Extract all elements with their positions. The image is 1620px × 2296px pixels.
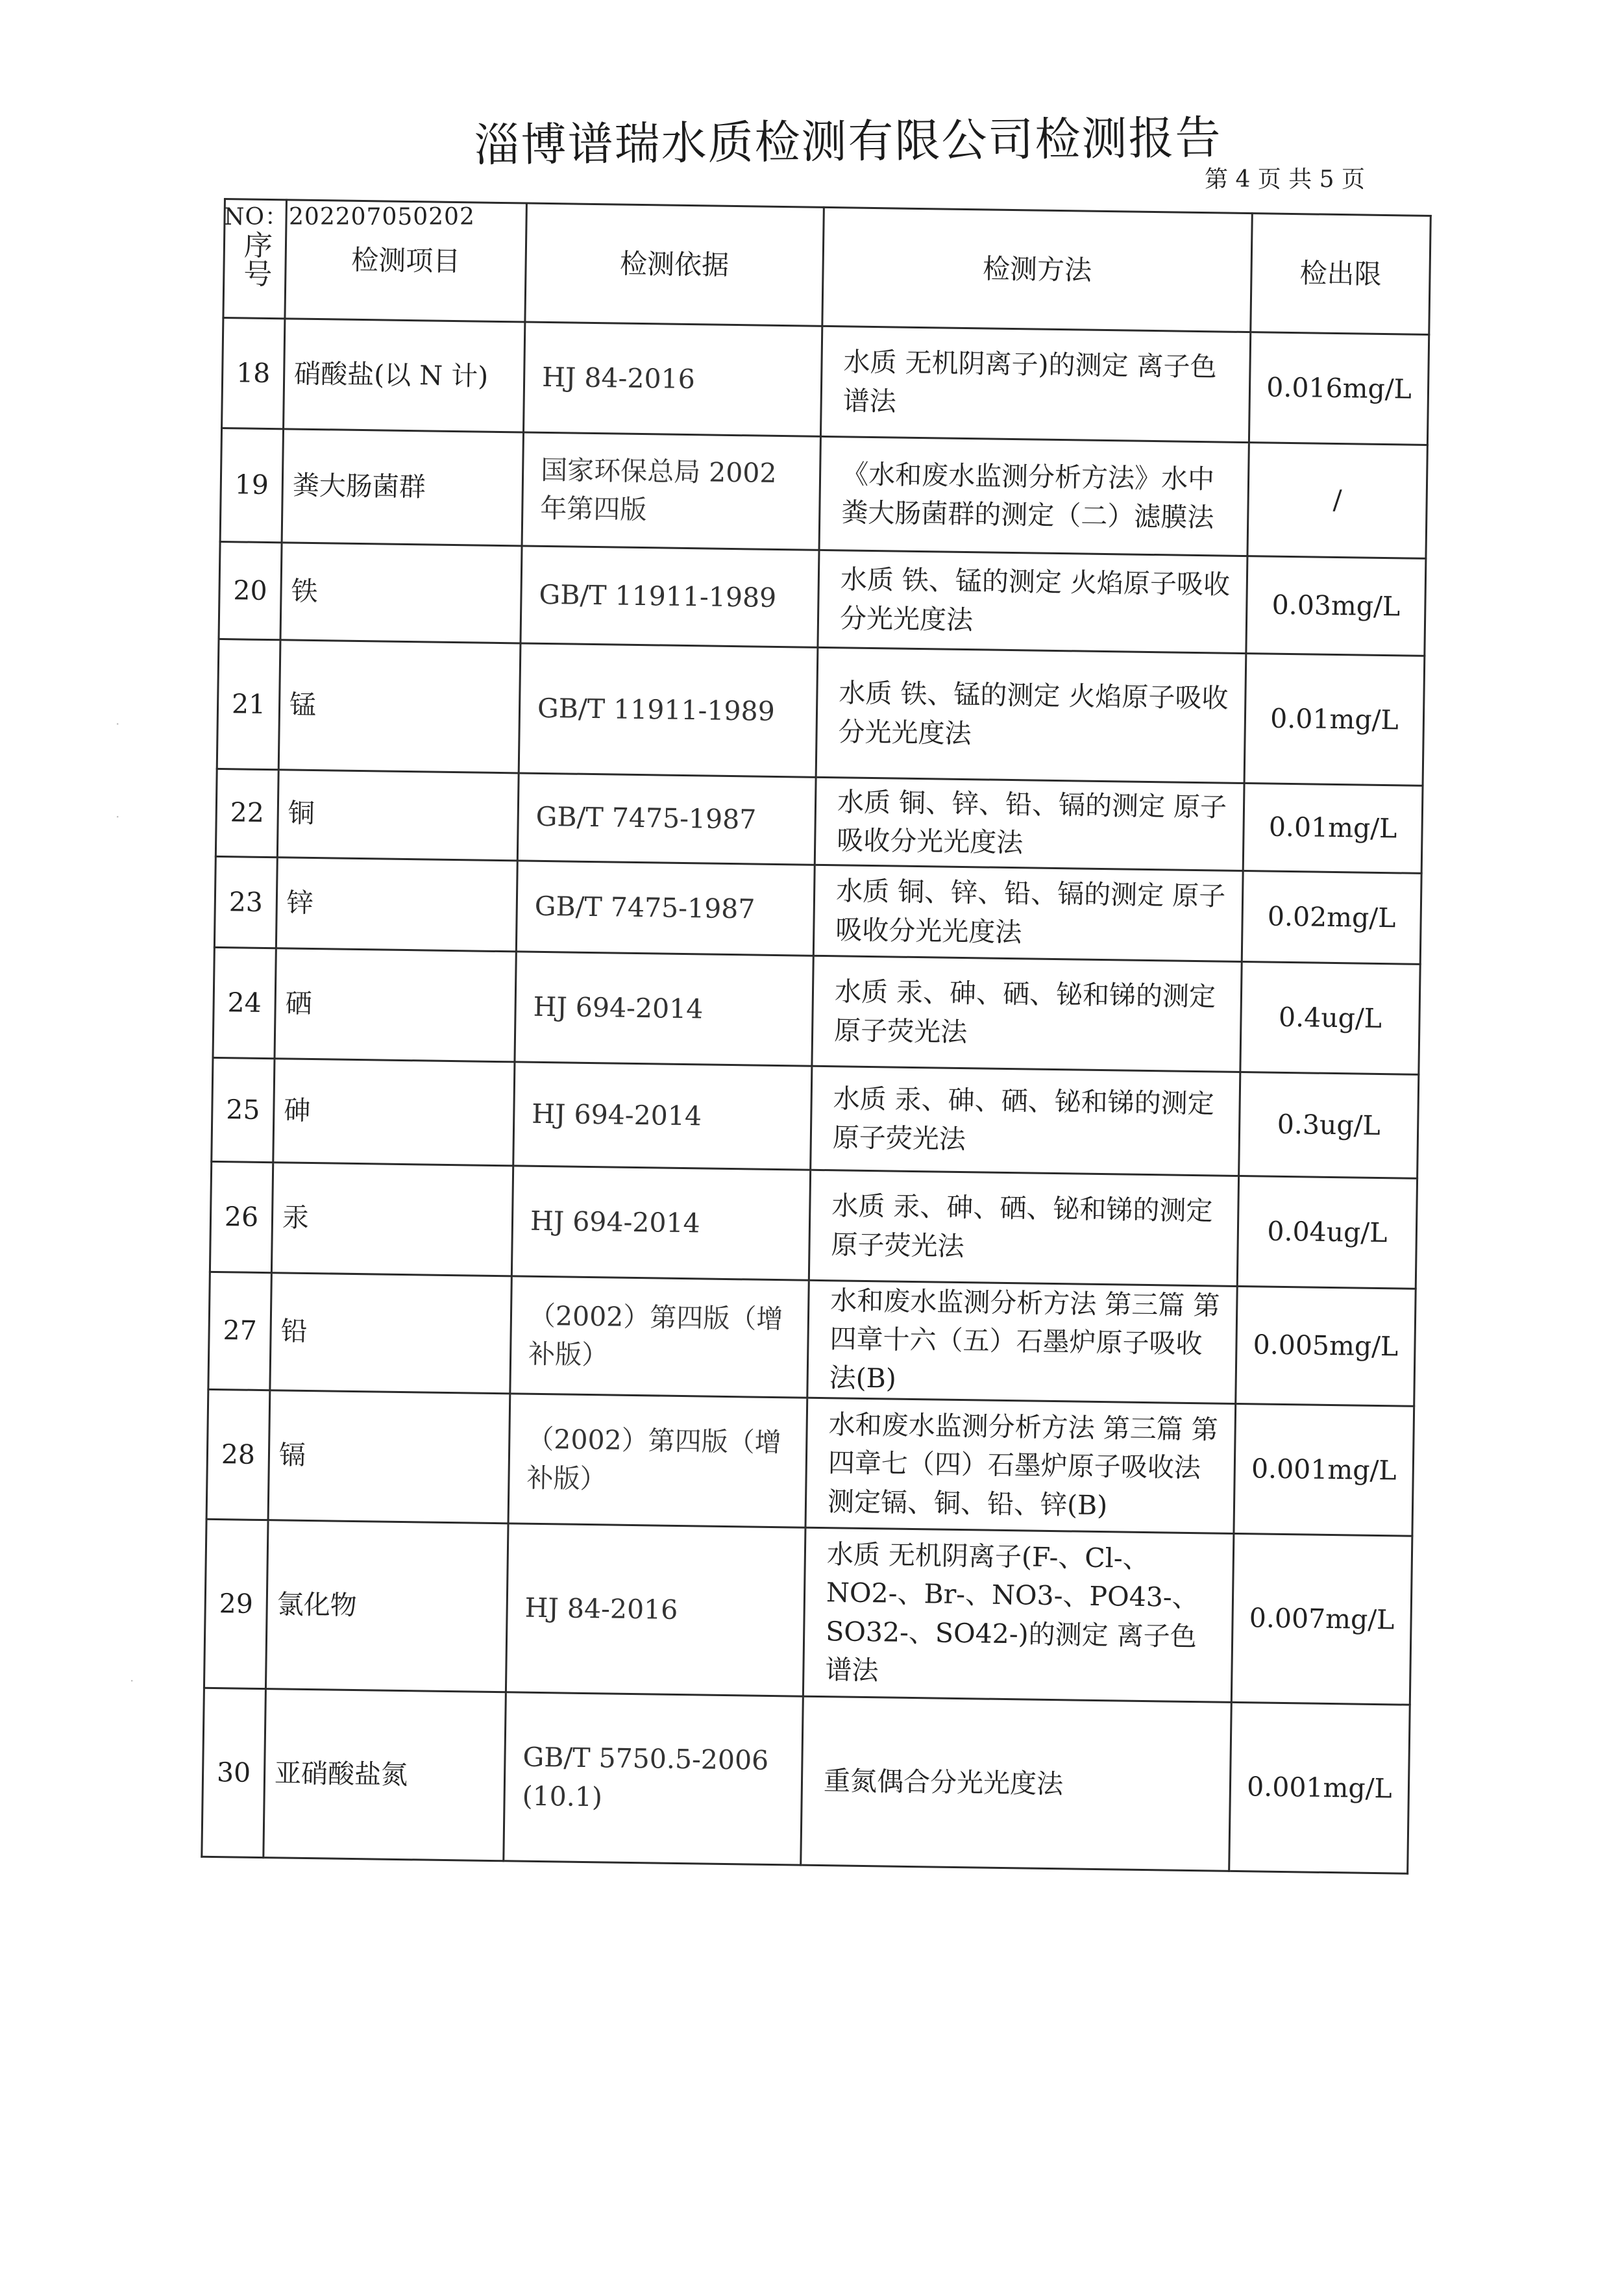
cell-seq: 27 (208, 1272, 272, 1390)
cell-method: 水质 无机阴离子(F-、Cl-、NO2-、Br-、NO3-、PO43-、SO32-、SO42-)的测定 离子色谱法 (803, 1528, 1234, 1703)
cell-limit: 0.01mg/L (1244, 654, 1425, 786)
cell-item: 锰 (278, 640, 521, 773)
cell-basis: GB/T 5750.5-2006 (10.1) (504, 1692, 804, 1865)
table-row (202, 1688, 1410, 1874)
table-row (220, 428, 1427, 558)
scan-speck: · (130, 1673, 134, 1688)
header-limit: 检出限 (1251, 214, 1431, 335)
header-basis: 检测依据 (525, 203, 824, 326)
cell-seq: 29 (204, 1520, 268, 1689)
table-row (213, 947, 1420, 1074)
cell-basis: （2002）第四版（增补版） (508, 1394, 807, 1527)
cell-item: 锌 (276, 858, 517, 952)
cell-basis: （2002）第四版（增补版） (510, 1276, 809, 1398)
cell-item: 铅 (270, 1273, 511, 1394)
cell-item: 粪大肠菌群 (282, 429, 523, 546)
table-row (219, 541, 1426, 656)
cell-item: 汞 (271, 1163, 513, 1276)
cell-seq: 18 (222, 318, 285, 429)
scan-speck: · (116, 716, 120, 732)
cell-item: 镉 (268, 1390, 510, 1524)
cell-method: 重氮偶合分光光度法 (801, 1696, 1232, 1871)
cell-item: 硒 (275, 948, 516, 1062)
cell-limit: 0.3ug/L (1239, 1072, 1419, 1178)
cell-basis: GB/T 11911-1989 (521, 546, 819, 647)
table-row (208, 1272, 1416, 1406)
cell-limit: 0.005mg/L (1236, 1286, 1416, 1406)
cell-item: 铁 (280, 543, 522, 643)
cell-limit: 0.04ug/L (1237, 1176, 1417, 1289)
cell-basis: GB/T 7475-1987 (517, 773, 816, 865)
table-row (215, 769, 1423, 873)
results-table-wrapper (201, 198, 1430, 1875)
cell-basis: HJ 84-2016 (506, 1524, 805, 1696)
report-number: NO：202207050202 (224, 204, 475, 230)
table-row (212, 1057, 1419, 1178)
cell-method: 水和废水监测分析方法 第三篇 第四章十六（五）石墨炉原子吸收法(B) (807, 1280, 1237, 1404)
cell-basis: HJ 84-2016 (524, 322, 822, 436)
cell-limit: 0.01mg/L (1243, 784, 1423, 874)
cell-seq: 21 (217, 639, 280, 769)
cell-limit: 0.4ug/L (1240, 962, 1420, 1075)
cell-seq: 24 (213, 947, 276, 1058)
table-row (214, 856, 1421, 964)
cell-method: 《水和废水监测分析方法》水中粪大肠菌群的测定（二）滤膜法 (819, 436, 1249, 556)
cell-method: 水质 汞、砷、硒、铋和锑的测定 原子荧光法 (809, 1170, 1238, 1286)
cell-method: 水质 铁、锰的测定 火焰原子吸收分光光度法 (816, 647, 1246, 783)
cell-item: 氯化物 (265, 1520, 508, 1692)
table-row (206, 1390, 1414, 1537)
header-item: 检测项目 (285, 200, 527, 322)
cell-seq: 26 (210, 1161, 273, 1272)
cell-basis: HJ 694-2014 (515, 952, 813, 1066)
table-row (217, 639, 1425, 785)
cell-item: 铜 (277, 770, 519, 861)
cell-limit: 0.03mg/L (1246, 556, 1426, 656)
cell-item: 亚硝酸盐氮 (264, 1689, 506, 1861)
table-row (210, 1161, 1417, 1289)
table-row (222, 318, 1429, 445)
cell-limit: 0.016mg/L (1249, 332, 1429, 445)
cell-limit: 0.001mg/L (1229, 1703, 1410, 1874)
cell-method: 水和废水监测分析方法 第三篇 第四章七（四）石墨炉原子吸收法测定镉、铜、铅、锌(B) (805, 1398, 1236, 1534)
cell-seq: 30 (202, 1688, 266, 1858)
cell-method: 水质 汞、砷、硒、铋和锑的测定 原子荧光法 (811, 1066, 1240, 1176)
cell-method: 水质 无机阴离子)的测定 离子色谱法 (820, 326, 1250, 442)
cell-seq: 19 (220, 428, 283, 542)
report-title: 淄博谱瑞水质检测有限公司检测报告 (474, 110, 1222, 172)
cell-seq: 28 (206, 1390, 270, 1520)
header-method: 检测方法 (822, 207, 1252, 332)
cell-limit: 0.007mg/L (1231, 1534, 1412, 1705)
table-header-row (223, 199, 1430, 335)
cell-seq: 20 (219, 541, 282, 639)
scan-speck: · (116, 809, 120, 824)
cell-method: 水质 铜、锌、铅、镉的测定 原子吸收分光光度法 (813, 865, 1243, 961)
page-indicator: 第 4 页 共 5 页 (1205, 166, 1366, 193)
cell-basis: 国家环保总局 2002 年第四版 (522, 432, 820, 550)
cell-seq: 25 (212, 1057, 275, 1162)
cell-item: 砷 (273, 1059, 515, 1166)
cell-seq: 22 (215, 769, 278, 857)
cell-method: 水质 汞、砷、硒、铋和锑的测定 原子荧光法 (812, 956, 1242, 1072)
cell-limit: 0.02mg/L (1242, 871, 1421, 965)
table-row (204, 1520, 1412, 1705)
cell-basis: GB/T 11911-1989 (519, 643, 818, 777)
cell-method: 水质 铜、锌、铅、镉的测定 原子吸收分光光度法 (815, 777, 1244, 870)
cell-limit: 0.001mg/L (1234, 1404, 1414, 1537)
cell-basis: HJ 694-2014 (511, 1166, 810, 1280)
detection-methods-table (201, 198, 1432, 1875)
cell-limit: / (1247, 443, 1427, 559)
cell-basis: GB/T 7475-1987 (516, 861, 815, 956)
header-seq: 序号 (223, 199, 287, 319)
cell-method: 水质 铁、锰的测定 火焰原子吸收分光光度法 (818, 550, 1247, 653)
cell-seq: 23 (214, 856, 277, 948)
cell-item: 硝酸盐(以 N 计) (284, 319, 525, 432)
cell-basis: HJ 694-2014 (513, 1062, 812, 1170)
